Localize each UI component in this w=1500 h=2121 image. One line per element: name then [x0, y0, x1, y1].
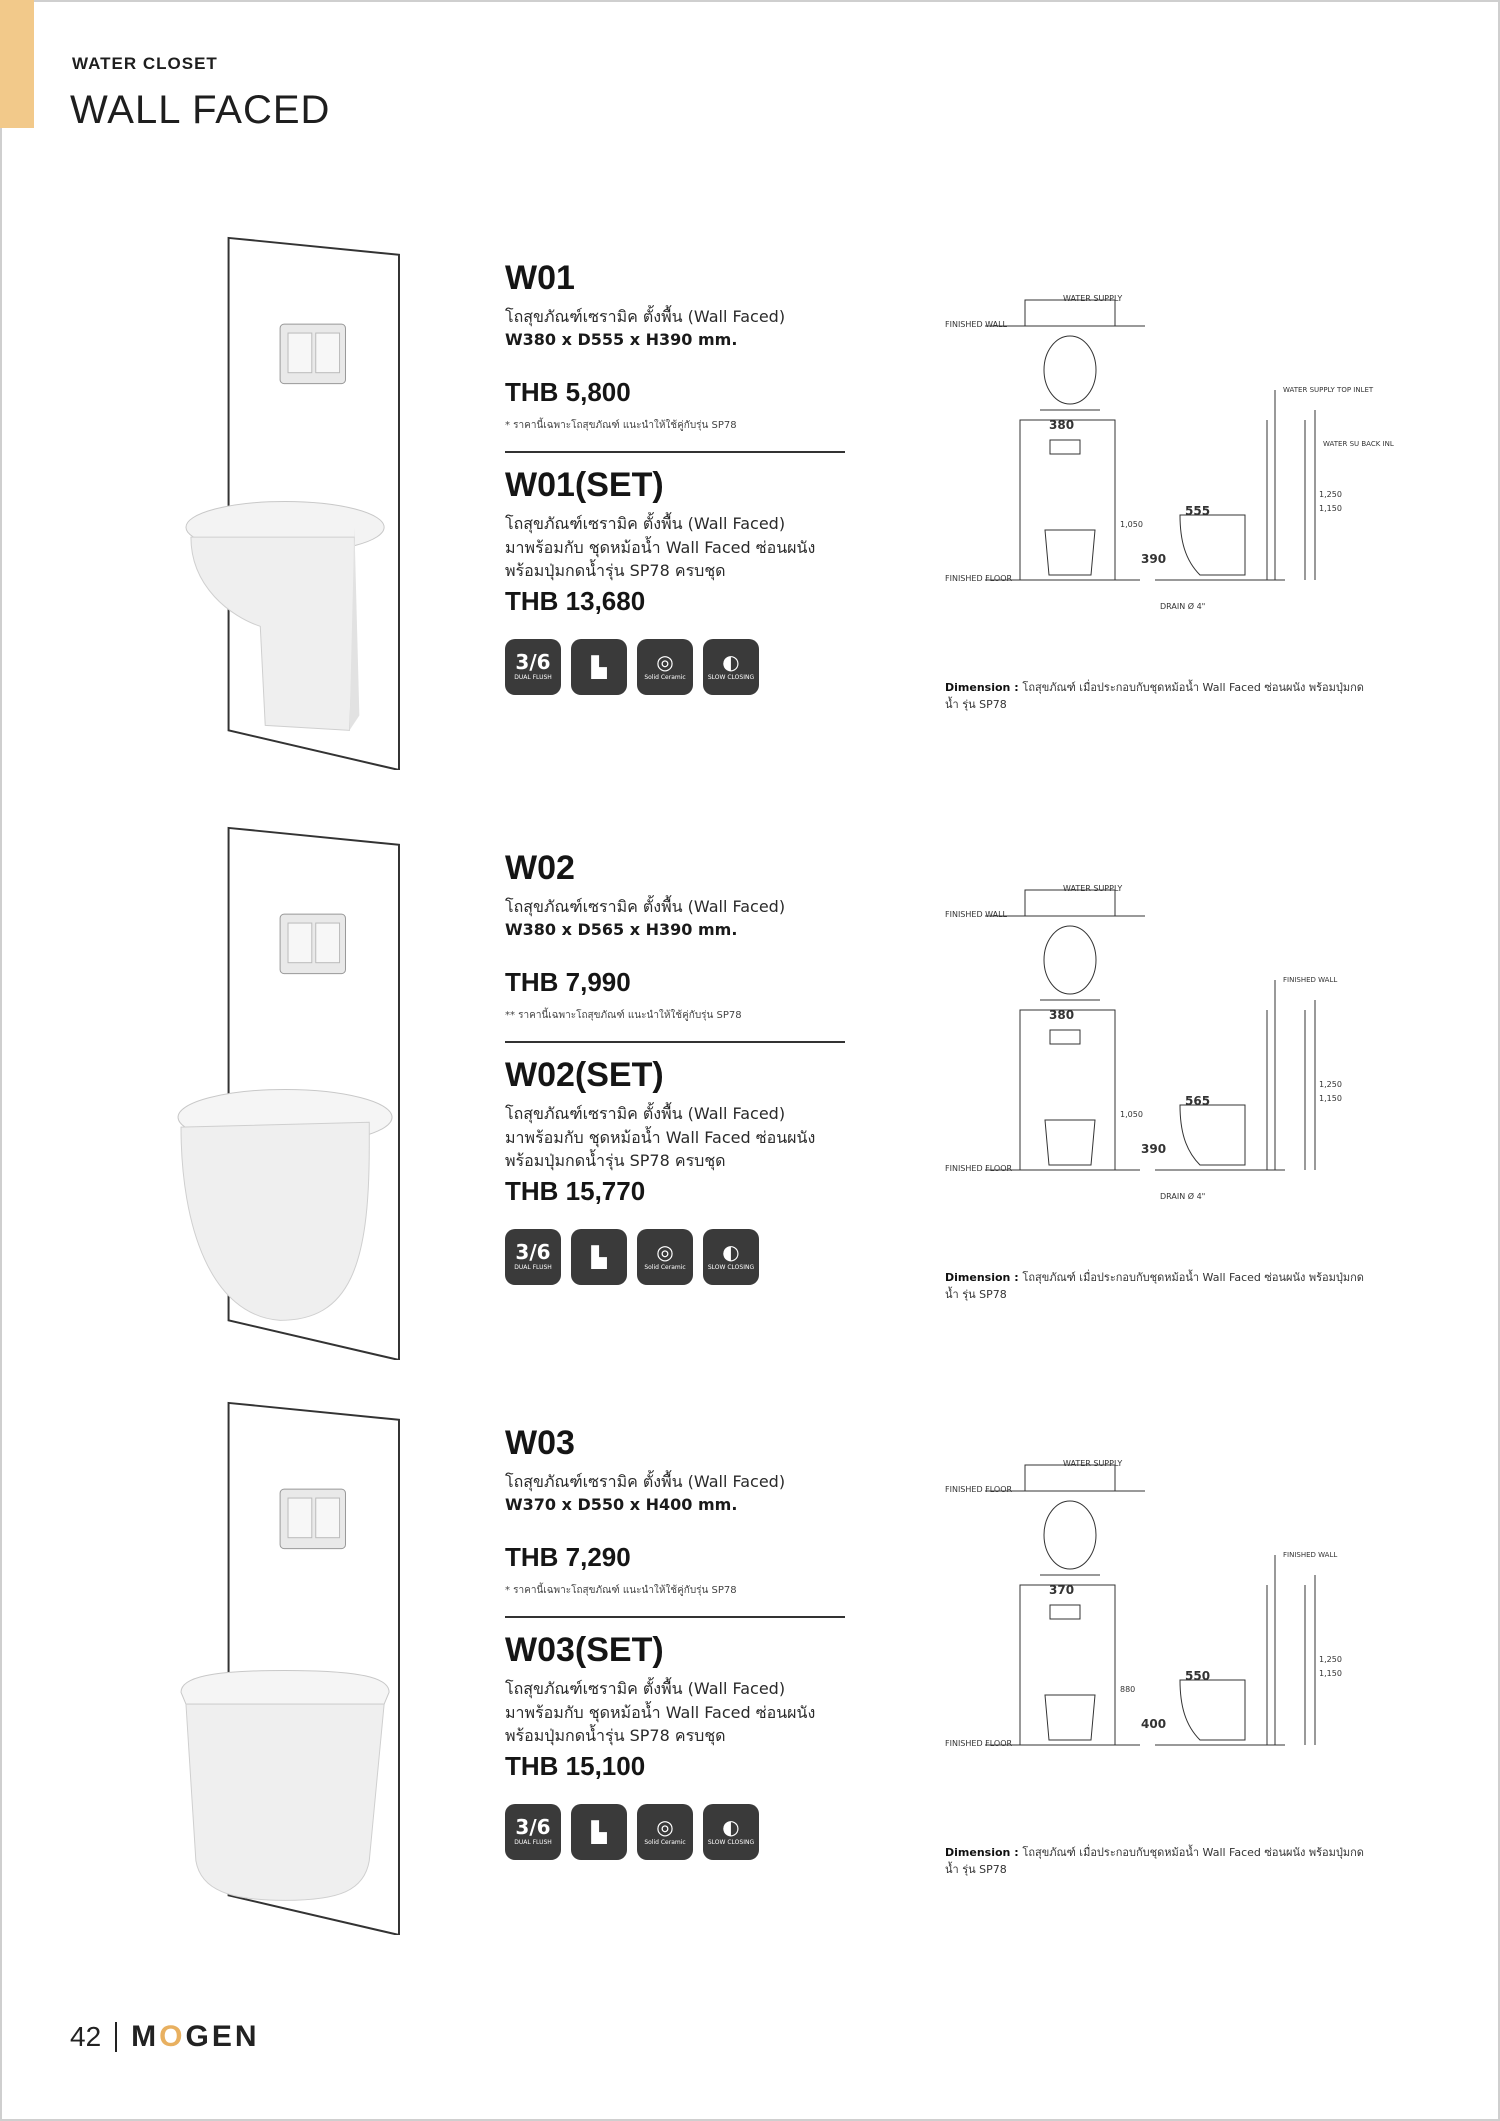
- section-divider: [505, 1041, 845, 1043]
- caption-label: Dimension :: [945, 1271, 1023, 1284]
- badge-glyph: ▙: [591, 654, 607, 679]
- section-divider: [505, 1616, 845, 1618]
- product-info: [505, 1425, 845, 1860]
- badge-glyph: 3/6: [515, 1815, 551, 1840]
- badge-glyph: 3/6: [515, 650, 551, 675]
- section-divider: [505, 451, 845, 453]
- product-photo: [140, 1395, 440, 1935]
- model-price: THB 5,800: [505, 376, 631, 407]
- category-label: WATER CLOSET: [72, 54, 218, 73]
- badge-label: DUAL FLUSH: [514, 674, 552, 682]
- badge-label: SLOW CLOSING: [707, 1839, 755, 1847]
- toilet-icon: [571, 1804, 627, 1860]
- badge-glyph: ◐: [722, 1815, 740, 1840]
- drawing-label-h2: 1,250: [1319, 1080, 1342, 1089]
- drawing-label-h1: 880: [1120, 1685, 1136, 1694]
- dimension-caption: [945, 1270, 1365, 1303]
- drawing-label-h3: 1,150: [1319, 1669, 1342, 1678]
- caption-text: โถสุขภัณฑ์ เมื่อประกอบกับชุดหม้อน้ำ Wall Faced ซ่อนผนัง พร้อมปุ่มกดน้ำ รุ่น SP78: [945, 1271, 1364, 1301]
- set-price: THB 15,100: [505, 1750, 646, 1781]
- dual-flush-icon: [505, 1229, 561, 1285]
- solid-ceramic-icon: [637, 1229, 693, 1285]
- set-description-line: พร้อมปุ่มกดน้ำรุ่น SP78 ครบชุด: [505, 560, 726, 580]
- price-note: * ราคานี้เฉพาะโถสุขภัณฑ์ แนะนำให้ใช้คู่กับรุ่น SP78: [505, 419, 737, 431]
- footer-divider: [115, 2022, 117, 2052]
- set-model-name: W01(SET): [505, 465, 664, 504]
- product-info: [505, 850, 845, 1285]
- badge-glyph: ▙: [591, 1819, 607, 1844]
- set-price: THB 13,680: [505, 585, 646, 616]
- caption-text: โถสุขภัณฑ์ เมื่อประกอบกับชุดหม้อน้ำ Wall Faced ซ่อนผนัง พร้อมปุ่มกดน้ำ รุ่น SP78: [945, 1846, 1364, 1876]
- drawing-label-width-label: 370: [1049, 1583, 1075, 1597]
- set-model-name: W03(SET): [505, 1630, 664, 1669]
- model-dimensions: W380 x D565 x H390 mm.: [505, 919, 738, 939]
- brand-letter: G: [185, 2020, 212, 2053]
- drawing-label-depth-label: 550: [1185, 1669, 1211, 1683]
- brand-letter: M: [131, 2020, 160, 2053]
- drawing-label-h3: 1,150: [1319, 504, 1342, 513]
- drawing-label-supply: WATER SUPPLY: [1063, 884, 1123, 893]
- set-description-line: มาพร้อมกับ ชุดหม้อน้ำ Wall Faced ซ่อนผนัง: [505, 1127, 816, 1147]
- drawing-label-h2: 1,250: [1319, 490, 1342, 499]
- drawing-label-h2: 1,250: [1319, 1655, 1342, 1664]
- caption-text: โถสุขภัณฑ์ เมื่อประกอบกับชุดหม้อน้ำ Wall Faced ซ่อนผนัง พร้อมปุ่มกดน้ำ รุ่น SP78: [945, 681, 1364, 711]
- brand-letter: E: [211, 2020, 235, 2053]
- toilet-icon: [571, 1229, 627, 1285]
- set-price: THB 15,770: [505, 1175, 646, 1206]
- badge-label: SLOW CLOSING: [707, 1264, 755, 1272]
- drawing-label-back-inlet: WATER SU BACK INL: [1323, 440, 1394, 448]
- model-name: W03: [505, 1424, 575, 1462]
- drawing-label-drain: DRAIN Ø 4": [1160, 1192, 1206, 1201]
- drawing-label-wall: FINISHED WALL: [945, 320, 1008, 329]
- badge-label: DUAL FLUSH: [514, 1839, 552, 1847]
- dimension-caption: [945, 1845, 1365, 1878]
- drawing-label-supply: WATER SUPPLY: [1063, 1459, 1123, 1468]
- drawing-label-height-label: 400: [1141, 1717, 1167, 1731]
- drawing-label-drain: DRAIN Ø 4": [1160, 602, 1206, 611]
- badge-glyph: ◐: [722, 1240, 740, 1265]
- drawing-label-floor: FINISHED FLOOR: [945, 1739, 1013, 1748]
- dimension-drawing: [945, 880, 1365, 1210]
- badge-label: Solid Ceramic: [644, 1839, 686, 1847]
- drawing-label-supply: WATER SUPPLY: [1063, 294, 1123, 303]
- accent-bar: [0, 0, 34, 128]
- badge-label: DUAL FLUSH: [514, 1264, 552, 1272]
- drawing-label-width-label: 380: [1049, 418, 1075, 432]
- dimension-drawing: [945, 290, 1394, 620]
- drawing-label-h3: 1,150: [1319, 1094, 1342, 1103]
- page-number: 42: [70, 2021, 102, 2052]
- badge-label: SLOW CLOSING: [707, 674, 755, 682]
- drawing-label-h1: 1,050: [1120, 1110, 1143, 1119]
- brand-letter: O: [159, 2020, 186, 2053]
- set-description-line: พร้อมปุ่มกดน้ำรุ่น SP78 ครบชุด: [505, 1150, 726, 1170]
- feature-badges: [505, 1229, 845, 1285]
- price-note: * ราคานี้เฉพาะโถสุขภัณฑ์ แนะนำให้ใช้คู่กับรุ่น SP78: [505, 1584, 737, 1596]
- drawing-label-floor: FINISHED FLOOR: [945, 1164, 1013, 1173]
- slow-closing-icon: [703, 639, 759, 695]
- product-photo: [140, 230, 440, 770]
- dual-flush-icon: [505, 639, 561, 695]
- drawing-label-height-label: 390: [1141, 1142, 1167, 1156]
- model-name: W01: [505, 259, 575, 297]
- drawing-label-wall: FINISHED WALL: [945, 910, 1008, 919]
- dimension-caption: [945, 680, 1365, 713]
- caption-label: Dimension :: [945, 1846, 1023, 1859]
- set-description-line: โถสุขภัณฑ์เซรามิค ตั้งพื้น (Wall Faced): [505, 1104, 786, 1124]
- drawing-label-top-inlet: FINISHED WALL: [1283, 976, 1338, 984]
- footer: [70, 2020, 260, 2054]
- set-description-line: พร้อมปุ่มกดน้ำรุ่น SP78 ครบชุด: [505, 1725, 726, 1745]
- badge-glyph: ◎: [656, 1240, 674, 1265]
- drawing-label-top-inlet: FINISHED WALL: [1283, 1551, 1338, 1559]
- model-price: THB 7,990: [505, 966, 631, 997]
- page-title: WALL FACED: [70, 88, 331, 132]
- dimension-drawing: [945, 1455, 1365, 1785]
- drawing-label-floor: FINISHED FLOOR: [945, 574, 1013, 583]
- set-description-line: โถสุขภัณฑ์เซรามิค ตั้งพื้น (Wall Faced): [505, 1679, 786, 1699]
- drawing-label-wall: FINISHED FLOOR: [945, 1485, 1013, 1494]
- drawing-label-depth-label: 565: [1185, 1094, 1211, 1108]
- badge-glyph: 3/6: [515, 1240, 551, 1265]
- set-model-name: W02(SET): [505, 1055, 664, 1094]
- toilet-icon: [571, 639, 627, 695]
- model-name: W02: [505, 849, 575, 887]
- drawing-label-depth-label: 555: [1185, 504, 1211, 518]
- brand-letter: N: [234, 2020, 260, 2053]
- solid-ceramic-icon: [637, 639, 693, 695]
- set-description: [505, 1102, 845, 1172]
- caption-label: Dimension :: [945, 681, 1023, 694]
- drawing-label-width-label: 380: [1049, 1008, 1075, 1022]
- model-description: โถสุขภัณฑ์เซรามิค ตั้งพื้น (Wall Faced): [505, 1472, 786, 1492]
- product-photo: [140, 820, 440, 1360]
- model-price: THB 7,290: [505, 1541, 631, 1572]
- model-description: โถสุขภัณฑ์เซรามิค ตั้งพื้น (Wall Faced): [505, 897, 786, 917]
- set-description-line: มาพร้อมกับ ชุดหม้อน้ำ Wall Faced ซ่อนผนัง: [505, 537, 816, 557]
- drawing-label-h1: 1,050: [1120, 520, 1143, 529]
- set-description: [505, 1677, 845, 1747]
- slow-closing-icon: [703, 1804, 759, 1860]
- badge-label: Solid Ceramic: [644, 674, 686, 682]
- drawing-label-top-inlet: WATER SUPPLY TOP INLET: [1283, 386, 1374, 394]
- badge-glyph: ◎: [656, 650, 674, 675]
- dual-flush-icon: [505, 1804, 561, 1860]
- badge-glyph: ◎: [656, 1815, 674, 1840]
- drawing-label-height-label: 390: [1141, 552, 1167, 566]
- badge-glyph: ▙: [591, 1244, 607, 1269]
- set-description-line: มาพร้อมกับ ชุดหม้อน้ำ Wall Faced ซ่อนผนัง: [505, 1702, 816, 1722]
- set-description: [505, 512, 845, 582]
- slow-closing-icon: [703, 1229, 759, 1285]
- product-info: [505, 260, 845, 695]
- feature-badges: [505, 639, 845, 695]
- badge-label: Solid Ceramic: [644, 1264, 686, 1272]
- model-dimensions: W380 x D555 x H390 mm.: [505, 329, 738, 349]
- set-description-line: โถสุขภัณฑ์เซรามิค ตั้งพื้น (Wall Faced): [505, 514, 786, 534]
- brand-logo: [131, 2020, 259, 2054]
- model-dimensions: W370 x D550 x H400 mm.: [505, 1494, 738, 1514]
- feature-badges: [505, 1804, 845, 1860]
- badge-glyph: ◐: [722, 650, 740, 675]
- solid-ceramic-icon: [637, 1804, 693, 1860]
- model-description: โถสุขภัณฑ์เซรามิค ตั้งพื้น (Wall Faced): [505, 307, 786, 327]
- price-note: ** ราคานี้เฉพาะโถสุขภัณฑ์ แนะนำให้ใช้คู่กับรุ่น SP78: [505, 1009, 742, 1021]
